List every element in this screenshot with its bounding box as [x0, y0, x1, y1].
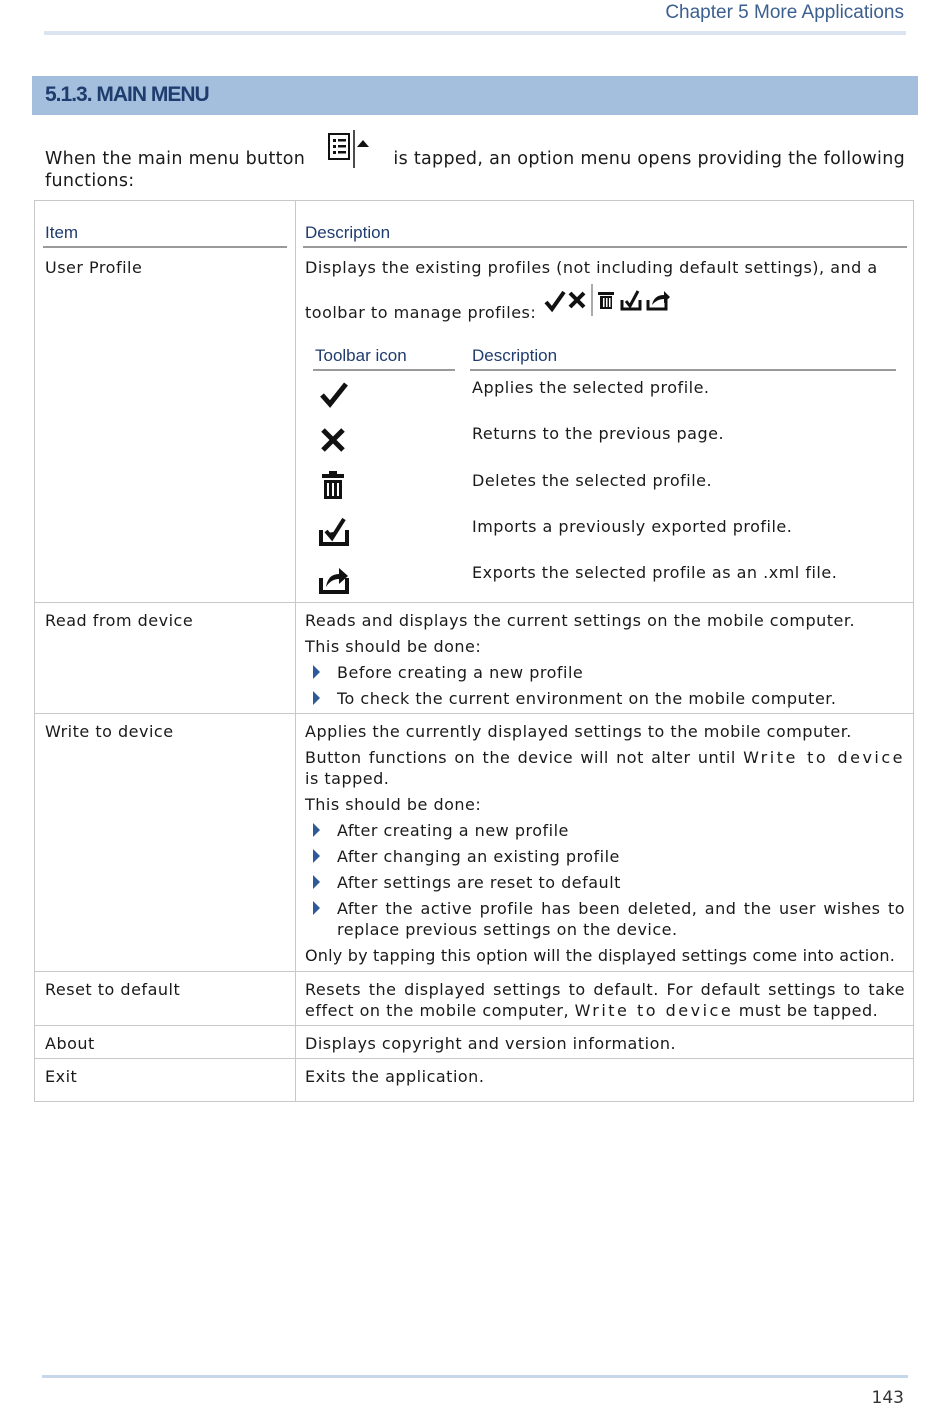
- desc-write-to-device: [305, 721, 905, 966]
- toolbar-desc-return: Returns to the previous page.: [472, 424, 725, 443]
- checkmark-icon: [319, 379, 349, 409]
- emphasis-write-to-device: Write to device: [574, 1001, 734, 1020]
- running-header: Chapter 5 More Applications: [665, 2, 904, 23]
- bullet-arrow-icon: [313, 901, 320, 915]
- toolbar-header-rule-description: [470, 369, 896, 371]
- list-item: After creating a new profile: [305, 820, 905, 841]
- toolbar-desc-delete: Deletes the selected profile.: [472, 471, 713, 490]
- page-number: 143: [871, 1388, 904, 1408]
- bullet-arrow-icon: [313, 849, 320, 863]
- bullet-arrow-icon: [313, 823, 320, 837]
- header-rule: [44, 31, 906, 35]
- header-description: Description: [305, 223, 391, 242]
- row-separator: [35, 971, 913, 972]
- list-item: To check the current environment on the mobile computer.: [305, 688, 905, 709]
- export-icon: [319, 564, 349, 594]
- row-separator: [35, 1058, 913, 1059]
- section-title: 5.1.3. MAIN MENU: [45, 83, 209, 106]
- header-item: Item: [45, 223, 79, 242]
- intro-text-line2: functions:: [45, 171, 135, 191]
- main-menu-table: [34, 200, 914, 1102]
- desc-reset-to-default: Resets the displayed settings to default. For default settings to take effect on the mobile computer, Write to device must be tapped.: [305, 980, 905, 1020]
- row-separator: [35, 1025, 913, 1026]
- desc-read-from-device: [305, 610, 905, 709]
- section-heading-bar: [32, 76, 918, 115]
- toolbar-desc-export: Exports the selected profile as an .xml file.: [472, 563, 838, 582]
- intro-paragraph: [45, 130, 905, 192]
- list-item: After settings are reset to default: [305, 872, 905, 893]
- bullet-arrow-icon: [313, 691, 320, 705]
- read-bullet-list: [305, 662, 905, 709]
- desc-write-line1: Applies the currently displayed settings to the mobile computer.: [305, 722, 852, 741]
- intro-text-after: is tapped, an option menu opens providing the following: [393, 149, 905, 169]
- column-divider: [295, 201, 296, 1101]
- bullet-arrow-icon: [313, 875, 320, 889]
- close-icon: [319, 426, 349, 456]
- desc-about: Displays copyright and version information.: [305, 1034, 677, 1053]
- toolbar-header-icon: Toolbar icon: [315, 346, 407, 365]
- toolbar-header-rule-icon: [313, 369, 455, 371]
- toolbar-header-description: Description: [472, 346, 558, 365]
- list-item: Before creating a new profile: [305, 662, 905, 683]
- desc-write-last: Only by tapping this option will the displayed settings come into action.: [305, 946, 896, 965]
- write-bullet-list: [305, 820, 905, 940]
- desc-exit: Exits the application.: [305, 1067, 485, 1086]
- item-user-profile: User Profile: [45, 258, 143, 277]
- footer-rule: [42, 1375, 908, 1378]
- header-rule-item: [43, 246, 287, 248]
- item-about: About: [45, 1034, 95, 1053]
- row-separator: [35, 713, 913, 714]
- item-exit: Exit: [45, 1067, 78, 1086]
- desc-user-profile-line2: [305, 284, 905, 322]
- desc-read-line2: This should be done:: [305, 637, 482, 656]
- main-menu-icon: [326, 130, 372, 170]
- bullet-arrow-icon: [313, 665, 320, 679]
- import-icon: [319, 516, 349, 546]
- intro-text-before: When the main menu button: [45, 149, 306, 169]
- list-item: After changing an existing profile: [305, 846, 905, 867]
- item-read-from-device: Read from device: [45, 611, 194, 630]
- toolbar-intro-text: toolbar to manage profiles:: [305, 303, 537, 322]
- desc-user-profile-line1: Displays the existing profiles (not including default settings), and a: [305, 258, 878, 277]
- emphasis-write-to-device: Write to device: [743, 748, 905, 767]
- item-reset-to-default: Reset to default: [45, 980, 181, 999]
- toolbar-icons-strip: [542, 284, 678, 337]
- desc-write-line3: This should be done:: [305, 795, 482, 814]
- row-separator: [35, 602, 913, 603]
- trash-icon: [319, 470, 349, 500]
- list-item: After the active profile has been deleted, and the user wishes to replace previous settings on the device.: [305, 898, 905, 940]
- desc-write-para2: Button functions on the device will not alter until Write to device is tapped.: [305, 748, 905, 788]
- header-rule-description: [303, 246, 907, 248]
- toolbar-desc-import: Imports a previously exported profile.: [472, 517, 793, 536]
- toolbar-desc-apply: Applies the selected profile.: [472, 378, 710, 397]
- desc-read-line1: Reads and displays the current settings on the mobile computer.: [305, 611, 856, 630]
- item-write-to-device: Write to device: [45, 722, 174, 741]
